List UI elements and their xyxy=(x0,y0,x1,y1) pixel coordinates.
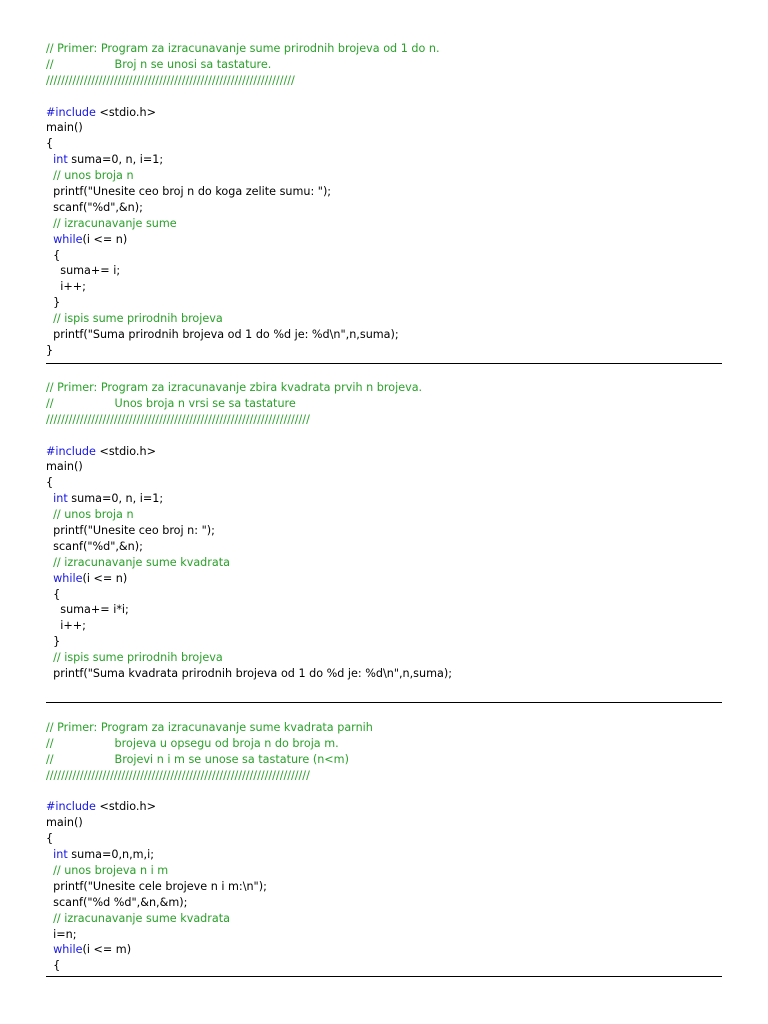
separator-line: ////////////////////////////////////////////////////////////////////// xyxy=(46,412,310,426)
comment-prefix: // xyxy=(46,752,54,766)
code-line xyxy=(46,200,722,216)
section-divider-2 xyxy=(46,702,722,703)
code-line xyxy=(46,152,722,168)
code-text: scanf("%d",&n); xyxy=(53,539,143,553)
code-line xyxy=(46,248,722,264)
code-line xyxy=(46,815,722,831)
header-comment-line xyxy=(46,380,722,396)
header-comment-line xyxy=(46,736,722,752)
code-keyword: int xyxy=(53,492,68,506)
code-comment: // izracunavanje sume xyxy=(53,216,177,230)
code-text: { xyxy=(46,832,54,846)
comment-prefix: // xyxy=(46,736,54,750)
code-text: main() xyxy=(46,121,83,135)
code-line xyxy=(46,555,722,571)
blank-line xyxy=(46,89,722,105)
code-line xyxy=(46,571,722,587)
code-keyword: #include xyxy=(46,800,96,814)
code-text: suma+= i*i; xyxy=(60,603,129,617)
code-keyword: int xyxy=(53,848,68,862)
code-line xyxy=(46,942,722,958)
code-example-2 xyxy=(46,380,722,682)
code-line xyxy=(46,475,722,491)
separator-line: ////////////////////////////////////////////////////////////////////// xyxy=(46,768,310,782)
code-indent xyxy=(46,603,60,616)
code-keyword: int xyxy=(53,153,68,167)
separator-line: ////////////////////////////////////////////////////////////////// xyxy=(46,73,295,87)
code-indent xyxy=(46,280,60,293)
code-keyword: while xyxy=(53,232,83,246)
code-text: scanf("%d %d",&n,&m); xyxy=(53,895,188,909)
code-text: <stdio.h> xyxy=(95,800,156,814)
code-text: printf("Suma prirodnih brojeva od 1 do %d je: %d\n",n,suma); xyxy=(53,328,399,342)
comment-prefix: // xyxy=(46,721,58,734)
code-line xyxy=(46,444,722,460)
comment-text: Primer: Program za izracunavanje sume prirodnih brojeva od 1 do n. xyxy=(57,42,440,55)
code-keyword: while xyxy=(53,571,83,585)
header-comment-line xyxy=(46,396,722,412)
code-text: suma+= i; xyxy=(60,264,121,278)
code-line xyxy=(46,539,722,555)
comment-prefix: // xyxy=(46,57,54,71)
code-text: (i <= n) xyxy=(82,232,128,246)
comment-text: Broj n se unosi sa tastature. xyxy=(114,57,272,71)
code-line xyxy=(46,136,722,152)
comment-text: Brojevi n i m se unose sa tastature (n<m) xyxy=(114,752,349,766)
code-line xyxy=(46,263,722,279)
code-line xyxy=(46,879,722,895)
code-text: i=n; xyxy=(53,927,77,941)
header-comment-line xyxy=(46,41,722,57)
code-line xyxy=(46,602,722,618)
code-line xyxy=(46,120,722,136)
blank-line xyxy=(46,784,722,800)
code-text: suma=0, n, i=1; xyxy=(67,153,164,167)
code-line xyxy=(46,863,722,879)
code-text: } xyxy=(53,296,61,310)
code-indent xyxy=(46,264,60,277)
code-line xyxy=(46,523,722,539)
code-line xyxy=(46,343,722,359)
code-comment: // ispis sume prirodnih brojeva xyxy=(53,312,223,326)
comment-prefix: // xyxy=(46,42,58,55)
code-text: { xyxy=(53,587,61,601)
code-line xyxy=(46,491,722,507)
code-line xyxy=(46,216,722,232)
code-comment: // ispis sume prirodnih brojeva xyxy=(53,651,223,665)
code-text: { xyxy=(53,959,61,973)
code-line xyxy=(46,168,722,184)
code-text: { xyxy=(46,476,54,490)
code-line xyxy=(46,958,722,974)
blank-line xyxy=(46,428,722,444)
code-indent xyxy=(46,619,60,632)
comment-text: brojeva u opsegu od broja n do broja m. xyxy=(114,736,339,750)
code-example-3 xyxy=(46,720,722,974)
code-text: i++; xyxy=(60,280,86,294)
section-divider-1 xyxy=(46,363,722,364)
code-line xyxy=(46,895,722,911)
code-line xyxy=(46,232,722,248)
code-comment: // unos broja n xyxy=(53,508,134,522)
code-comment: // izracunavanje sume kvadrata xyxy=(53,555,230,569)
code-text: } xyxy=(46,343,54,357)
code-comment: // izracunavanje sume kvadrata xyxy=(53,911,230,925)
code-line xyxy=(46,831,722,847)
header-comment-line xyxy=(46,752,722,768)
code-text: <stdio.h> xyxy=(95,444,156,458)
code-line xyxy=(46,184,722,200)
code-text: printf("Suma kvadrata prirodnih brojeva od 1 do %d je: %d\n",n,suma); xyxy=(53,667,452,681)
comment-text: Primer: Program za izracunavanje sume kvadrata parnih xyxy=(57,721,373,734)
code-text: printf("Unesite cele brojeve n i m:\n"); xyxy=(53,879,267,893)
code-text: suma=0, n, i=1; xyxy=(67,492,164,506)
code-line xyxy=(46,507,722,523)
code-text: main() xyxy=(46,816,83,830)
code-line xyxy=(46,911,722,927)
code-line xyxy=(46,587,722,603)
code-comment: // unos brojeva n i m xyxy=(53,864,169,878)
comment-text: Unos broja n vrsi se sa tastature xyxy=(114,396,296,410)
code-comment: // unos broja n xyxy=(53,169,134,183)
section-divider-3 xyxy=(46,976,722,977)
code-line xyxy=(46,327,722,343)
code-keyword: #include xyxy=(46,444,96,458)
header-comment-line xyxy=(46,57,722,73)
code-text: printf("Unesite ceo broj n do koga zelite sumu: "); xyxy=(53,185,332,199)
code-text: { xyxy=(53,248,61,262)
code-line xyxy=(46,634,722,650)
code-line xyxy=(46,311,722,327)
code-line xyxy=(46,666,722,682)
code-line xyxy=(46,105,722,121)
code-line xyxy=(46,459,722,475)
comment-prefix: // xyxy=(46,381,58,394)
code-text: (i <= n) xyxy=(82,571,128,585)
code-example-1 xyxy=(46,41,722,359)
code-text: { xyxy=(46,137,54,151)
code-line xyxy=(46,799,722,815)
code-line xyxy=(46,295,722,311)
code-text: (i <= m) xyxy=(82,943,132,957)
comment-text: Primer: Program za izracunavanje zbira kvadrata prvih n brojeva. xyxy=(57,381,423,394)
code-text: printf("Unesite ceo broj n: "); xyxy=(53,524,215,538)
header-comment-line xyxy=(46,720,722,736)
comment-prefix: // xyxy=(46,396,54,410)
code-text: } xyxy=(53,635,61,649)
code-text: main() xyxy=(46,460,83,474)
code-line xyxy=(46,650,722,666)
code-line xyxy=(46,847,722,863)
code-text: <stdio.h> xyxy=(95,105,156,119)
code-text: suma=0,n,m,i; xyxy=(67,848,154,862)
code-text: scanf("%d",&n); xyxy=(53,200,143,214)
code-line xyxy=(46,279,722,295)
code-keyword: #include xyxy=(46,105,96,119)
code-text: i++; xyxy=(60,619,86,633)
code-line xyxy=(46,618,722,634)
code-keyword: while xyxy=(53,943,83,957)
code-line xyxy=(46,927,722,943)
